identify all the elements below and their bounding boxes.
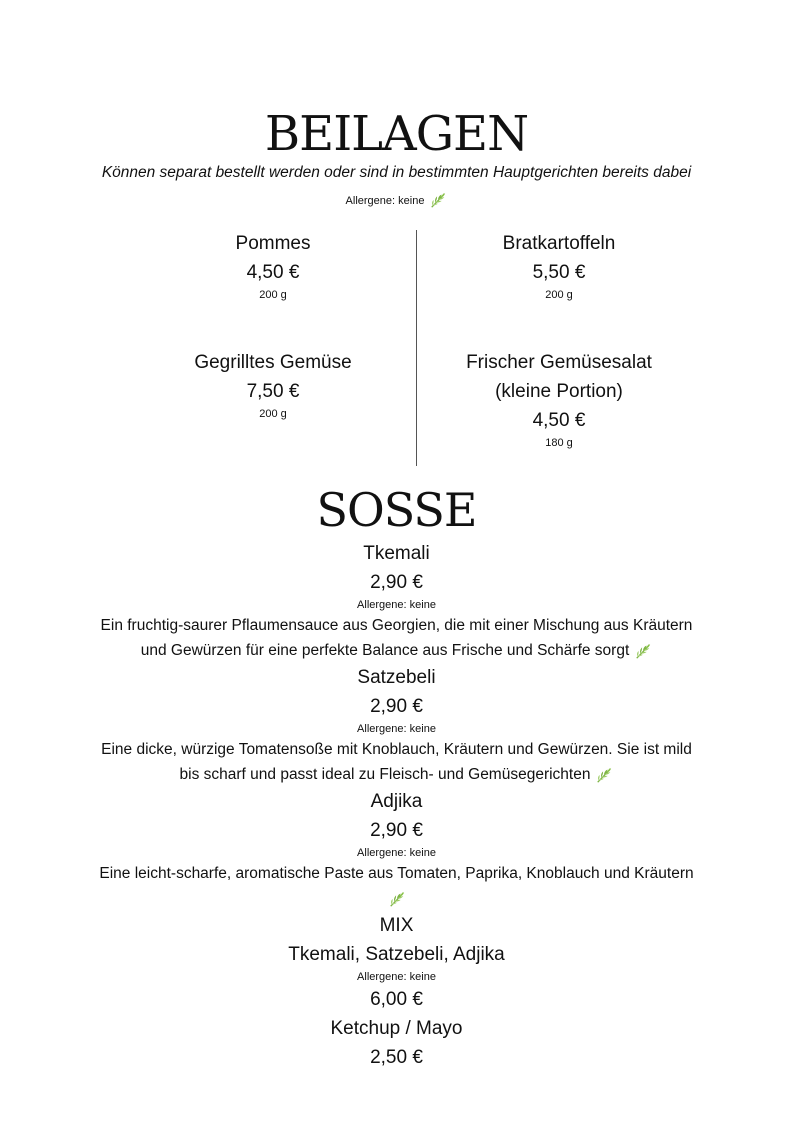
sauce-name: Satzebeli: [357, 667, 436, 688]
sauce-name: Tkemali: [363, 543, 430, 564]
item-price: 4,50 €: [246, 262, 300, 283]
item-weight: 200 g: [259, 289, 287, 301]
sauce-allergens: Allergene: keine: [357, 971, 436, 983]
leaf-icon: [595, 766, 613, 784]
sauce-description-text: bis scharf und passt ideal zu Fleisch- und Gemüsegerichten: [179, 766, 591, 783]
item-name: Pommes: [235, 233, 311, 254]
leaf-icon: [429, 191, 447, 209]
sauce-name: Adjika: [370, 791, 423, 812]
sauce-description-line1: Eine dicke, würzige Tomatensoße mit Knoblauch, Kräutern und Gewürzen. Sie ist mild: [101, 741, 692, 758]
sauce-allergens: Allergene: keine: [357, 723, 436, 735]
beilagen-allergens-text: Allergene: keine: [345, 195, 425, 207]
sauce-description-text: und Gewürzen für eine perfekte Balance aus Frische und Schärfe sorgt: [140, 642, 630, 659]
sauce-subname: Tkemali, Satzebeli, Adjika: [288, 944, 505, 965]
sauce-description-line2: [60, 886, 733, 911]
sauce-price: 6,00 €: [370, 989, 423, 1010]
side-item-bratkartoffeln: [416, 229, 702, 303]
sauce-allergens: Allergene: keine: [357, 847, 436, 859]
side-item-pommes: [130, 229, 416, 303]
sauce-price: 2,90 €: [370, 696, 423, 717]
sauce-price: 2,90 €: [370, 572, 423, 593]
item-name: Bratkartoffeln: [502, 233, 616, 254]
sauce-item-adjika: [60, 787, 733, 911]
sauce-description-line1: Eine leicht-scharfe, aromatische Paste aus Tomaten, Paprika, Knoblauch und Kräutern: [99, 865, 694, 882]
beilagen-title: BEILAGEN: [264, 106, 529, 162]
side-item-gemuesesalat: [416, 348, 702, 451]
sauce-description-line1: Ein fruchtig-saurer Pflaumensauce aus Georgien, die mit einer Mischung aus Kräutern: [100, 617, 693, 634]
beilagen-allergens: [0, 191, 793, 210]
item-price: 5,50 €: [532, 262, 586, 283]
item-weight: 180 g: [545, 437, 573, 449]
sauce-name: MIX: [379, 915, 414, 936]
beilagen-subtitle: Können separat bestellt werden oder sind in bestimmten Hauptgerichten bereits dabei: [101, 164, 692, 181]
sauce-item-ketchup-mayo: [60, 1014, 733, 1072]
leaf-icon: [388, 890, 406, 908]
leaf-icon: [634, 642, 652, 660]
sauce-description-line2: [60, 638, 733, 663]
item-name-line1: Frischer Gemüsesalat: [466, 352, 652, 373]
sauce-item-satzebeli: [60, 663, 733, 787]
side-item-gegrilltes-gemuese: [130, 348, 416, 422]
item-weight: 200 g: [545, 289, 573, 301]
item-name-line2: (kleine Portion): [495, 381, 623, 402]
item-name: Gegrilltes Gemüse: [194, 352, 352, 373]
sauce-item-tkemali: [60, 539, 733, 663]
sauce-description-line2: [60, 762, 733, 787]
sauce-item-mix: [60, 911, 733, 1014]
sosse-title: SOSSE: [316, 483, 477, 537]
item-price: 7,50 €: [246, 381, 300, 402]
sauce-name: Ketchup / Mayo: [330, 1018, 463, 1039]
sauce-allergens: Allergene: keine: [357, 599, 436, 611]
item-price: 4,50 €: [532, 410, 586, 431]
sauce-price: 2,90 €: [370, 820, 423, 841]
sauce-price: 2,50 €: [370, 1047, 423, 1068]
sauce-list: [60, 539, 733, 1072]
item-weight: 200 g: [259, 408, 287, 420]
